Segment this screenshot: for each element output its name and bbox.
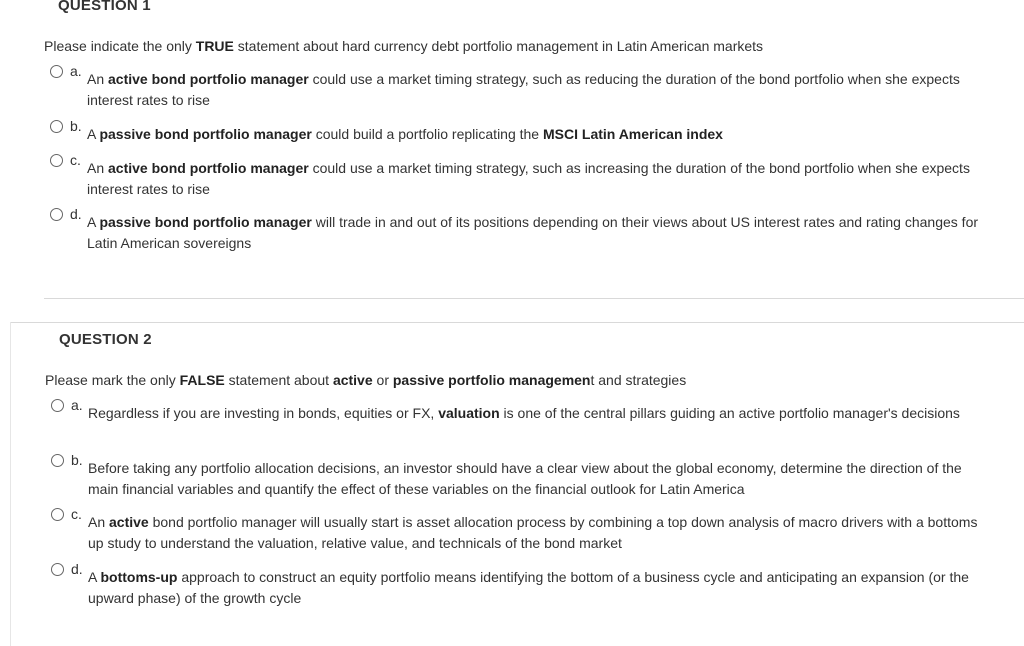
question-stem: Please indicate the only TRUE statement about hard currency debt portfolio management in Latin American markets — [44, 38, 764, 54]
answer-option-d[interactable] — [51, 562, 988, 608]
option-text: An active bond portfolio manager will usually start is asset allocation process by combining a top down analysis of macro drivers with a bottoms up study to understand the valuation, relative value, and technicals of the bond market — [88, 514, 978, 551]
option-letter: a. — [70, 63, 82, 79]
question-2 — [10, 322, 1024, 646]
option-letter: d. — [71, 561, 83, 577]
radio-button[interactable] — [51, 508, 64, 521]
option-text: An active bond portfolio manager could use a market timing strategy, such as reducing the duration of the bond portfolio when she expects interest rates to rise — [87, 71, 960, 108]
radio-button[interactable] — [50, 120, 63, 133]
option-letter: b. — [70, 118, 82, 134]
answer-option-d[interactable] — [50, 207, 988, 253]
question-1 — [0, 0, 1024, 300]
option-text: Regardless if you are investing in bonds, equities or FX, valuation is one of the central pillars guiding an active portfolio manager's decisions — [88, 405, 960, 421]
option-text: Before taking any portfolio allocation decisions, an investor should have a clear view about the global economy, determine the direction of the main financial variables and quantify the effect of these variables on the financial outlook for Latin America — [88, 460, 962, 497]
question-title: QUESTION 2 — [59, 331, 152, 348]
answer-option-b[interactable] — [50, 119, 988, 145]
option-text: A bottoms-up approach to construct an equity portfolio means identifying the bottom of a business cycle and anticipating an expansion (or the upward phase) of the growth cycle — [88, 569, 969, 606]
option-text: A passive bond portfolio manager could build a portfolio replicating the MSCI Latin American index — [87, 126, 723, 142]
radio-button[interactable] — [50, 208, 63, 221]
radio-button[interactable] — [50, 65, 63, 78]
option-letter: a. — [71, 397, 83, 413]
answer-option-a[interactable] — [50, 64, 988, 110]
option-letter: c. — [70, 152, 81, 168]
radio-button[interactable] — [51, 399, 64, 412]
answer-option-c[interactable] — [50, 153, 988, 199]
option-letter: b. — [71, 452, 83, 468]
radio-button[interactable] — [51, 563, 64, 576]
option-text: An active bond portfolio manager could use a market timing strategy, such as increasing the duration of the bond portfolio when she expects interest rates to rise — [87, 160, 970, 197]
answer-option-a[interactable] — [51, 398, 988, 424]
option-text: A passive bond portfolio manager will trade in and out of its positions depending on their views about US interest rates and rating changes for Latin American sovereigns — [87, 214, 979, 251]
divider — [44, 298, 1024, 299]
option-letter: c. — [71, 506, 82, 522]
answer-option-c[interactable] — [51, 507, 988, 553]
question-title: QUESTION 1 — [58, 0, 151, 14]
answer-option-b[interactable] — [51, 453, 988, 499]
question-stem: Please mark the only FALSE statement about active or passive portfolio management and strategies — [45, 372, 687, 388]
option-letter: d. — [70, 206, 82, 222]
radio-button[interactable] — [50, 154, 63, 167]
radio-button[interactable] — [51, 454, 64, 467]
